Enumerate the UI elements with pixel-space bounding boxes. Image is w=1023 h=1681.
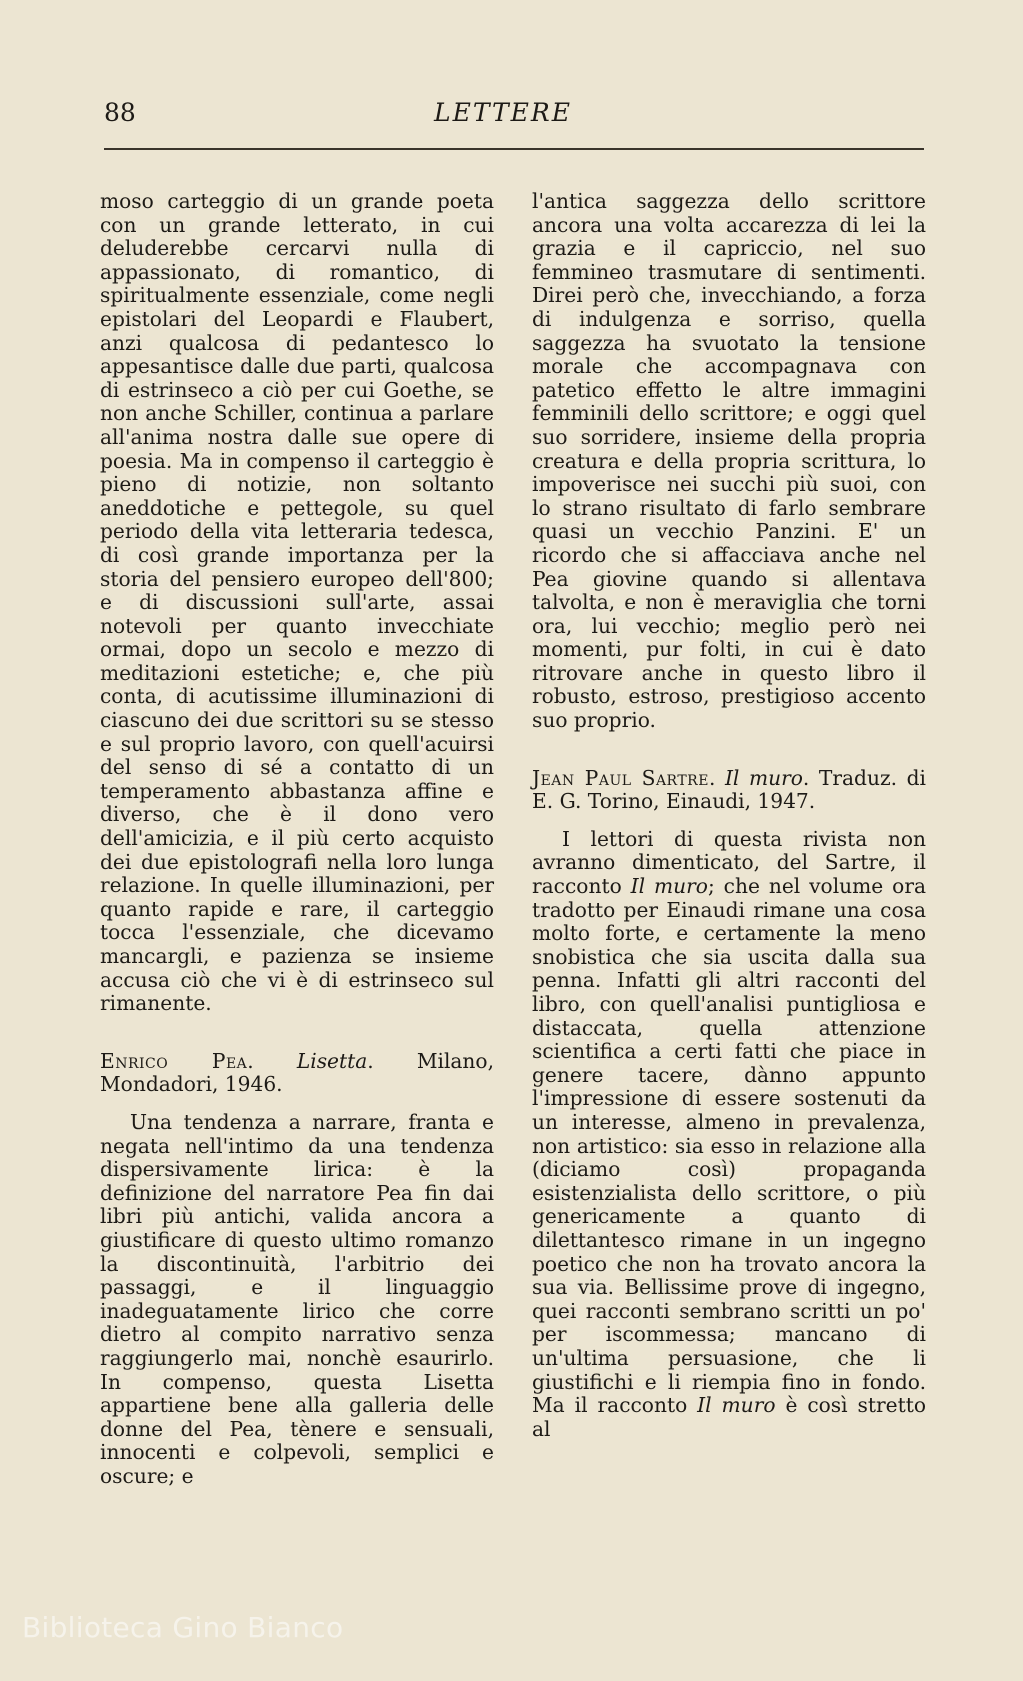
left-column — [100, 190, 494, 1488]
review-paragraph — [532, 828, 926, 1441]
library-watermark: Biblioteca Gino Bianco — [22, 1611, 344, 1644]
review-paragraph: Una tendenza a narrare, franta e negata nell'intimo da una tendenza dispersivamente lirica: è la definizione del narratore Pea fin dai libri più antichi, valida ancora a giustificare di questo ultimo romanzo la discontinuità, l'arbitrio dei passaggi, e il linguaggio inadeguatamente lirico che corre dietro al compito narrativo senza raggiungerlo mai, nonchè esaurirlo. In compenso, questa Lisetta appartiene bene alla galleria delle donne del Pea, tènere e sensuali, innocenti e colpevoli, semplici e oscure; e — [100, 1109, 494, 1488]
book-publication: Traduz. di E. G. Torino, Einaudi, 1947. — [532, 765, 926, 814]
page-number: 88 — [104, 98, 136, 127]
story-title-ref: Il muro — [630, 874, 708, 899]
book-publication: Milano, Mondadori, 1946. — [100, 1048, 495, 1097]
continued-paragraph: l'antica saggezza dello scrittore ancora una volta accarezza di lei la grazia e il capriccio, nel suo femmineo trasmutare di sentimenti. Direi però che, invecchiando, a forza di indulgenza e sorriso, quella saggezza ha svuotato la tensione morale che accompagnava con patetico effetto le altre immagini femminili dello scrittore; e oggi quel suo sorridere, insieme della propria creatura e della propria scrittura, lo impoverisce nei succhi più suoi, con lo strano risultato di farlo sembrare quasi un vecchio Panzini. E' un ricordo che si affacciava anche nel Pea giovine quando si allentava talvolta, e non è meraviglia che torni ora, lui vecchio; meglio però nei momenti, pur folti, in cui è dato ritrovare anche in questo libro il robusto, estroso, prestigioso accento suo proprio. — [532, 189, 926, 733]
book-title: Lisetta — [296, 1048, 368, 1073]
review-text: I lettori di questa rivista non avranno dimenticato, del Sartre, il racconto — [532, 826, 926, 899]
review-text: è così stretto al — [532, 1393, 926, 1441]
review-text: ; che nel volume ora tradotto per Einaudi rimane una cosa molto forte, e certamente la meno snobistica che sia uscita dalla sua penna. Infatti gli altri racconti del libro, con quell'analisi puntigliosa e distaccata, quella attenzione scientifica a certi fatti che piace in genere tacere, dànno appunto l'impressione di essere sostenuti da un interesse, almeno in prevalenza, non artistico: sia esso in relazione alla (diciamo così) propaganda esistenzialista dello scrittore, o più genericamente a quanto di dilettantesco rimane in un ingegno poetico che non ha trovato ancora la sua via. Bellissime prove di ingegno, quei racconti sembrano scritti un po' per iscommessa; mancano di un'ultima persuasione, che li giustifichi e li riempia fino in fondo. Ma il racconto — [532, 874, 927, 1418]
book-author: Jean Paul Sartre — [532, 765, 709, 790]
book-title: Il muro — [724, 765, 803, 790]
book-entry-heading: Jean Paul Sartre. Il muro. Traduz. di E. G. Torino, Einaudi, 1947. — [532, 765, 926, 814]
book-entry-heading: Enrico Pea. Lisetta. Milano, Mondadori, 1946. — [100, 1048, 495, 1097]
story-title-ref: Il muro — [697, 1393, 776, 1418]
running-title: LETTERE — [434, 98, 572, 127]
header-rule — [104, 148, 924, 150]
right-column — [532, 190, 926, 1441]
book-author: Enrico Pea — [100, 1048, 248, 1073]
page-header — [104, 98, 924, 138]
continued-paragraph: moso carteggio di un grande poeta con un grande letterato, in cui deluderebbe cercarvi nulla di appassionato, di romantico, di spiritualmente essenziale, come negli epistolari del Leopardi e Flaubert, anzi qualcosa di pedantesco lo appesantisce dalle due parti, qualcosa di estrinseco a ciò per cui Goethe, se non anche Schiller, continua a parlare all'anima nostra dalle sue opere di poesia. Ma in compenso il carteggio è pieno di notizie, non soltanto aneddotiche e pettegole, su quel periodo della vita letteraria tedesca, di così grande importanza per la storia del pensiero europeo dell'800; e di discussioni sull'arte, assai notevoli per quanto invecchiate ormai, dopo un secolo e mezzo di meditazioni estetiche; e, che più conta, di acutissime illuminazioni di ciascuno dei due scrittori su se stesso e sul proprio lavoro, con quell'acuirsi del senso di sé a contatto di un temperamento abbastanza affine e diverso, che è il dono vero dell'amicizia, e il più certo acquisto dei due epistolografi nella loro lunga relazione. In quelle illuminazioni, per quanto rapide e rare, il carteggio tocca l'essenziale, che dicevamo mancargli, e pazienza se insieme accusa ciò che vi è di estrinseco sul rimanente. — [100, 189, 494, 1016]
